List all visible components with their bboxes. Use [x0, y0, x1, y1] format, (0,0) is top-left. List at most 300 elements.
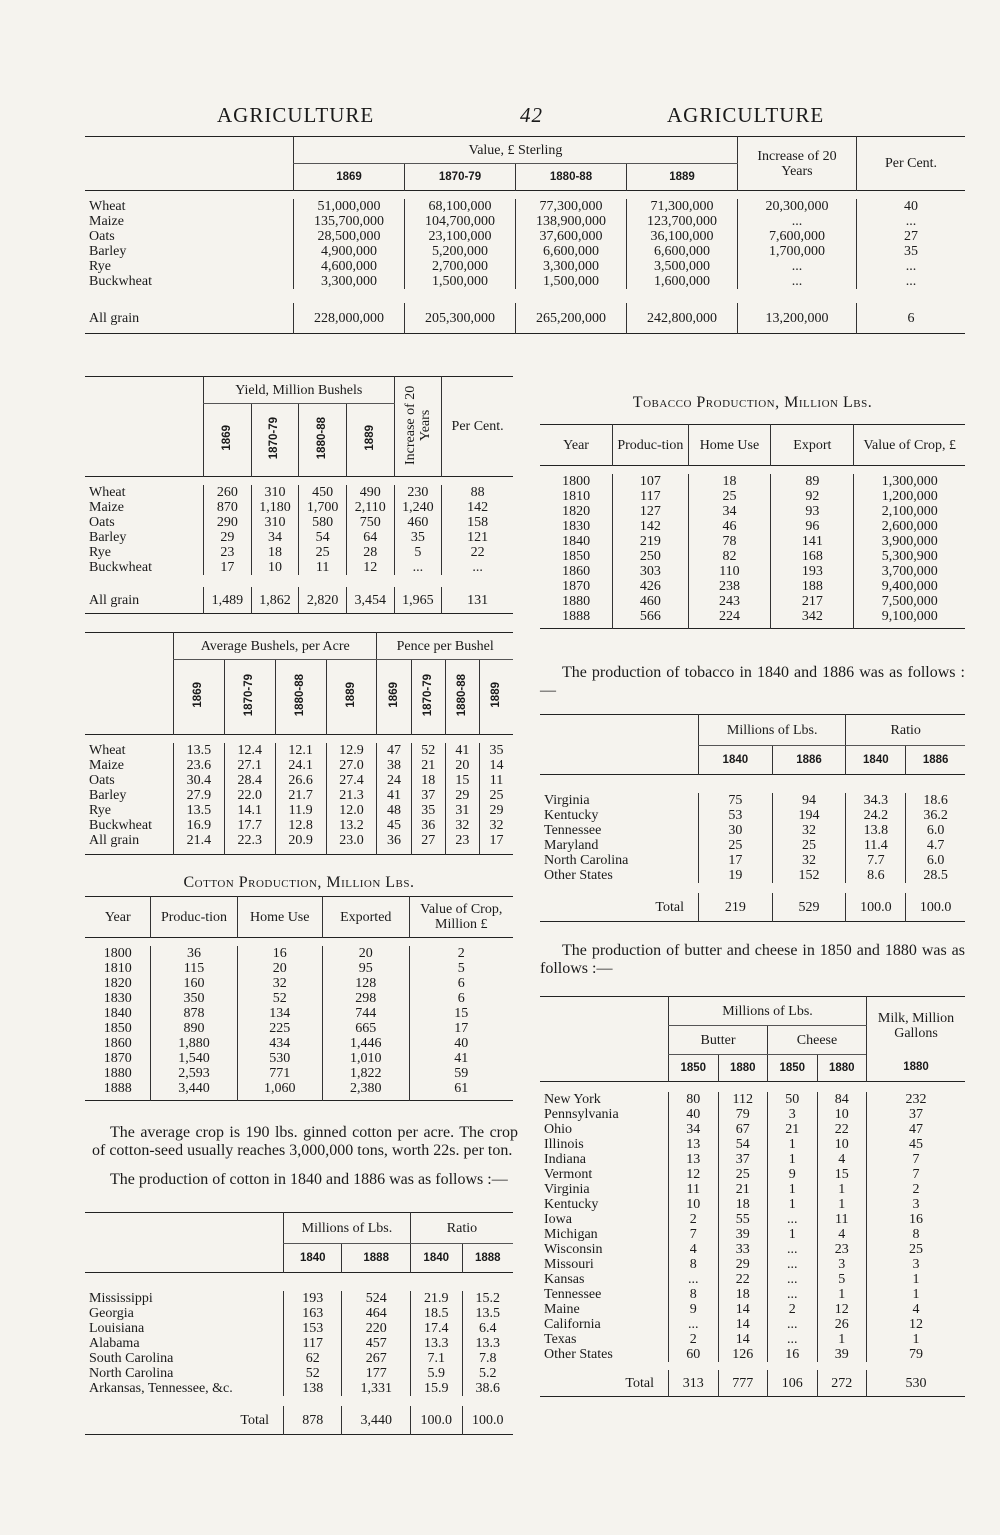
cell: 4.7	[906, 838, 965, 853]
cell: 15	[445, 773, 479, 788]
cell: ...	[768, 1332, 818, 1347]
cell: 464	[342, 1306, 410, 1321]
cell: 41	[377, 788, 411, 803]
cell: 32	[772, 853, 846, 868]
cell: 3,454	[346, 587, 394, 614]
cell: 46	[688, 519, 771, 534]
cell: 21	[718, 1182, 768, 1197]
cell: 40	[669, 1107, 719, 1122]
row-label: Michigan	[544, 1227, 598, 1242]
cell: 71,300,000	[627, 199, 738, 214]
row-label: Barley	[89, 530, 127, 545]
row-label: Maize	[89, 500, 124, 515]
table-row	[85, 1321, 513, 1336]
cell: 45	[867, 1137, 966, 1152]
year-header	[224, 660, 275, 735]
year-header	[377, 660, 411, 735]
cell: 529	[772, 893, 846, 922]
cell: ...	[857, 259, 966, 274]
cell: 224	[688, 609, 771, 629]
cell: 38.6	[462, 1381, 513, 1396]
year-header: 1880	[718, 1055, 768, 1082]
cell: 1,700,000	[738, 244, 857, 259]
row-label: Georgia	[89, 1306, 134, 1321]
cell: ...	[857, 214, 966, 229]
page-number: 42	[520, 103, 543, 127]
cell: 26	[817, 1317, 867, 1332]
increase-header: Increase of 20 Years	[738, 137, 857, 191]
row-label: Oats	[89, 515, 115, 530]
table-row	[85, 946, 513, 961]
cell: ...	[768, 1212, 818, 1227]
cell: 41	[409, 1051, 513, 1066]
cell: 117	[284, 1336, 342, 1351]
year-header: 1850	[768, 1055, 818, 1082]
cell: 8	[669, 1287, 719, 1302]
cell: 21.7	[275, 788, 326, 803]
cell: 35	[411, 803, 445, 818]
cell: 26.6	[275, 773, 326, 788]
row-label: Rye	[89, 545, 111, 560]
row-label: Maryland	[544, 838, 599, 853]
cell: 80	[669, 1092, 719, 1107]
cell: 1850	[562, 549, 591, 564]
cell: 39	[817, 1347, 867, 1362]
cell: 22.3	[224, 833, 275, 855]
cell: 20	[445, 758, 479, 773]
column-header: Export	[771, 425, 854, 466]
cheese-header: Cheese	[768, 1026, 867, 1055]
cell: 878	[151, 1006, 237, 1021]
year-label: 1869	[387, 682, 400, 708]
table-row	[540, 838, 965, 853]
cell: 313	[669, 1370, 719, 1397]
cell: 1800	[562, 474, 591, 489]
cell: 25	[479, 788, 513, 803]
cell: 205,300,000	[405, 303, 516, 334]
cell: 3	[867, 1257, 966, 1272]
table-row	[540, 1242, 965, 1257]
table-row	[85, 1336, 513, 1351]
cell: 62	[284, 1351, 342, 1366]
cell: 12.8	[275, 818, 326, 833]
cell: 3,440	[151, 1081, 237, 1101]
cotton-states-table	[85, 1212, 513, 1435]
cell: 13.5	[174, 803, 225, 818]
column-header: Exported	[322, 897, 409, 938]
cell: 19	[699, 868, 773, 883]
cell: 10	[817, 1107, 867, 1122]
table-row	[85, 976, 513, 991]
cell: 5.9	[410, 1366, 462, 1381]
year-label: 1870-79	[243, 673, 256, 717]
table-row	[85, 530, 513, 545]
cell: 163	[284, 1306, 342, 1321]
cell: 89	[771, 474, 854, 489]
cell: 23	[204, 545, 252, 560]
cell: 1	[817, 1197, 867, 1212]
cell: 36.2	[906, 808, 965, 823]
cell: 27.1	[224, 758, 275, 773]
cell: 1820	[103, 976, 132, 991]
cell: 177	[342, 1366, 410, 1381]
cell: 1,489	[204, 587, 252, 614]
increase-header	[394, 377, 442, 477]
table-row	[540, 808, 965, 823]
cell: 135,700,000	[294, 214, 405, 229]
table-row	[540, 1182, 965, 1197]
cotton-paragraph-2: The production of cotton in 1840 and 1886 was as follows :—	[110, 1171, 508, 1188]
column-header: Value of Crop, Million £	[409, 897, 513, 938]
milk-header: Milk, Million Gallons	[867, 997, 966, 1055]
cell: 878	[284, 1406, 342, 1435]
table-row	[85, 515, 513, 530]
table-row	[85, 833, 513, 855]
table-row	[85, 229, 965, 244]
cotton-table-title: Cotton Production, Million Lbs.	[183, 874, 415, 891]
table-row	[85, 1006, 513, 1021]
cell: 6	[857, 303, 966, 334]
row-label: Other States	[544, 868, 613, 883]
cell: 2,110	[346, 500, 394, 515]
cell: 1870	[103, 1051, 132, 1066]
cell: 2,380	[322, 1081, 409, 1101]
cell: 29	[445, 788, 479, 803]
cell: 78	[688, 534, 771, 549]
cell: 1	[768, 1227, 818, 1242]
cell: 100.0	[462, 1406, 513, 1435]
tobacco-production-table	[540, 424, 965, 629]
total-row	[540, 1370, 965, 1397]
table-row	[540, 1152, 965, 1167]
row-label: Arkansas, Tennessee, &c.	[89, 1381, 233, 1396]
year-header	[479, 660, 513, 735]
cell: 890	[151, 1021, 237, 1036]
row-label: Alabama	[89, 1336, 140, 1351]
stub-header	[85, 633, 174, 735]
cell: 12.1	[275, 743, 326, 758]
table-row	[85, 803, 513, 818]
year-header: 1886	[772, 746, 846, 775]
group-header: Ratio	[410, 1213, 513, 1244]
table-row	[540, 504, 965, 519]
cell: 22	[718, 1272, 768, 1287]
cell: 5,200,000	[405, 244, 516, 259]
cell: 4	[669, 1242, 719, 1257]
row-label: Louisiana	[89, 1321, 145, 1336]
cell: 310	[251, 485, 299, 500]
table-row	[540, 1287, 965, 1302]
year-header: 1888	[342, 1244, 410, 1273]
cell: 53	[699, 808, 773, 823]
row-label: Rye	[89, 803, 111, 818]
stub-header	[85, 1213, 284, 1273]
tobacco-paragraph: The production of tobacco in 1840 and 1886 was as follows :—	[540, 664, 965, 699]
row-label: Barley	[89, 788, 127, 803]
cell: 25	[699, 838, 773, 853]
year-header: 1880	[867, 1055, 966, 1082]
cell: 7	[669, 1227, 719, 1242]
row-label: North Carolina	[544, 853, 629, 868]
cell: 434	[237, 1036, 322, 1051]
cell: 59	[409, 1066, 513, 1081]
cell: 260	[204, 485, 252, 500]
cell: 152	[772, 868, 846, 883]
table-row	[85, 1366, 513, 1381]
table-row	[85, 758, 513, 773]
cell: 4,900,000	[294, 244, 405, 259]
cell: 32	[237, 976, 322, 991]
cell: ...	[442, 560, 513, 575]
cell: 580	[299, 515, 347, 530]
cell: 460	[613, 594, 688, 609]
cell: 665	[322, 1021, 409, 1036]
cell: 142	[613, 519, 688, 534]
cell: ...	[768, 1287, 818, 1302]
column-header: Year	[563, 437, 589, 453]
cell: 82	[688, 549, 771, 564]
yield-table	[85, 376, 513, 614]
cell: 11	[669, 1182, 719, 1197]
row-label: All grain	[89, 833, 140, 848]
cell: 18	[718, 1287, 768, 1302]
cell: 37	[411, 788, 445, 803]
cell: 33	[718, 1242, 768, 1257]
year-header: 1840	[410, 1244, 462, 1273]
cell: ...	[738, 259, 857, 274]
cell: 188	[771, 579, 854, 594]
year-label: 1880-88	[294, 673, 307, 717]
stub-header	[85, 377, 204, 477]
table-row	[85, 961, 513, 976]
cell: 12.9	[326, 743, 377, 758]
cell: 25	[299, 545, 347, 560]
stub-header	[85, 137, 294, 191]
table-row	[85, 818, 513, 833]
year-header: 1840	[846, 746, 906, 775]
cell: 1,600,000	[627, 274, 738, 289]
table-row	[540, 1197, 965, 1212]
cell: 34	[251, 530, 299, 545]
cell: 6.0	[906, 853, 965, 868]
cell: 3,900,000	[854, 534, 965, 549]
cell: 23.0	[326, 833, 377, 855]
cell: 51,000,000	[294, 199, 405, 214]
increase-header-text: Increase of 20 Years	[402, 384, 433, 465]
cell: 79	[867, 1347, 966, 1362]
cell: 3	[817, 1257, 867, 1272]
group-header: Value, £ Sterling	[294, 137, 738, 164]
year-label: 1880-88	[316, 416, 329, 460]
row-label: Buckwheat	[89, 560, 152, 575]
year-header: 1888	[462, 1244, 513, 1273]
cell: 13.8	[846, 823, 906, 838]
table-row	[85, 1066, 513, 1081]
cell: 67	[718, 1122, 768, 1137]
year-header	[204, 404, 252, 477]
cell: 32	[479, 818, 513, 833]
cell: 32	[772, 823, 846, 838]
cell: 220	[342, 1321, 410, 1336]
cell: 110	[688, 564, 771, 579]
cell: 12	[669, 1167, 719, 1182]
cell: 1880	[103, 1066, 132, 1081]
cell: 15	[409, 1006, 513, 1021]
cell: 127	[613, 504, 688, 519]
cell: 13	[669, 1137, 719, 1152]
cell: 35	[479, 743, 513, 758]
cell: 1830	[103, 991, 132, 1006]
cell: 37	[718, 1152, 768, 1167]
row-label: Wisconsin	[544, 1242, 603, 1257]
table-row	[85, 1351, 513, 1366]
cell: 194	[772, 808, 846, 823]
cell: 1820	[562, 504, 591, 519]
cell: 5	[409, 961, 513, 976]
cell: 1	[817, 1182, 867, 1197]
year-header	[275, 660, 326, 735]
total-row	[85, 587, 513, 614]
cell: 1	[867, 1272, 966, 1287]
cell: 52	[411, 743, 445, 758]
cell: 23	[817, 1242, 867, 1257]
table-row	[85, 244, 965, 259]
cell: 490	[346, 485, 394, 500]
stub-header	[540, 997, 669, 1082]
cell: 6,600,000	[516, 244, 627, 259]
cell: 4,600,000	[294, 259, 405, 274]
row-label: Maize	[89, 214, 124, 229]
cell: 4	[867, 1302, 966, 1317]
cell: 2,600,000	[854, 519, 965, 534]
cell: 303	[613, 564, 688, 579]
year-header	[411, 660, 445, 735]
cell: 12	[817, 1302, 867, 1317]
cell: 2	[669, 1332, 719, 1347]
cell: 142	[442, 500, 513, 515]
table-row	[540, 489, 965, 504]
cell: ...	[768, 1242, 818, 1257]
group-header: Millions of Lbs.	[699, 715, 846, 746]
cell: 38	[377, 758, 411, 773]
cell: 228,000,000	[294, 303, 405, 334]
cell: 34	[688, 504, 771, 519]
cell: 2	[669, 1212, 719, 1227]
row-label: Tennessee	[544, 1287, 602, 1302]
cell: 3	[867, 1197, 966, 1212]
cell: 20.9	[275, 833, 326, 855]
table-row	[85, 991, 513, 1006]
cell: ...	[857, 274, 966, 289]
cell: 12.4	[224, 743, 275, 758]
year-header: 1880	[817, 1055, 867, 1082]
cell: 92	[771, 489, 854, 504]
cell: 1888	[562, 609, 591, 624]
table-row	[540, 1167, 965, 1182]
cell: 9	[768, 1167, 818, 1182]
stub-header	[540, 715, 699, 775]
cell: 10	[669, 1197, 719, 1212]
left-running-header: AGRICULTURE	[217, 103, 375, 127]
cell: 22	[442, 545, 513, 560]
cell: 16	[768, 1347, 818, 1362]
table-row	[540, 1107, 965, 1122]
table-row	[85, 1381, 513, 1396]
cell: 17	[204, 560, 252, 575]
cell: 77,300,000	[516, 199, 627, 214]
cell: 14	[718, 1317, 768, 1332]
row-label: Oats	[89, 773, 115, 788]
table-row	[540, 1122, 965, 1137]
cell: 55	[718, 1212, 768, 1227]
cell: 219	[613, 534, 688, 549]
cell: 54	[299, 530, 347, 545]
cell: 22	[817, 1122, 867, 1137]
year-label: 1869	[192, 682, 205, 708]
row-label: Vermont	[544, 1167, 593, 1182]
cell: 64	[346, 530, 394, 545]
cell: 1,822	[322, 1066, 409, 1081]
cell: 123,700,000	[627, 214, 738, 229]
year-header	[299, 404, 347, 477]
cell: 6,600,000	[627, 244, 738, 259]
row-label: Wheat	[89, 199, 126, 214]
cell: 60	[669, 1347, 719, 1362]
cell: 1,862	[251, 587, 299, 614]
row-label: Rye	[89, 259, 111, 274]
cell: 18	[251, 545, 299, 560]
cell: 13.5	[462, 1306, 513, 1321]
cotton-production-table	[85, 896, 513, 1101]
cell: 8.6	[846, 868, 906, 883]
cell: 18.5	[410, 1306, 462, 1321]
cell: 219	[699, 893, 773, 922]
cell: 29	[204, 530, 252, 545]
cell: 107	[613, 474, 688, 489]
year-header	[445, 660, 479, 735]
group-header: Ratio	[846, 715, 965, 746]
table-row	[540, 1257, 965, 1272]
cell: 232	[867, 1092, 966, 1107]
cell: 100.0	[846, 893, 906, 922]
year-label: 1870-79	[268, 416, 281, 460]
table-row	[540, 549, 965, 564]
cell: 16	[867, 1212, 966, 1227]
row-label: New York	[544, 1092, 601, 1107]
cell: 29	[718, 1257, 768, 1272]
row-label: All grain	[89, 310, 140, 326]
cell: 5	[817, 1272, 867, 1287]
cell: 530	[237, 1051, 322, 1066]
year-header: 1889	[627, 164, 738, 191]
cell: 11	[299, 560, 347, 575]
year-header	[326, 660, 377, 735]
cell: 153	[284, 1321, 342, 1336]
cell: 1880	[562, 594, 591, 609]
cell: 5.2	[462, 1366, 513, 1381]
row-label: Total	[625, 1375, 654, 1391]
row-label: North Carolina	[89, 1366, 174, 1381]
cell: 138,900,000	[516, 214, 627, 229]
cell: 1810	[562, 489, 591, 504]
row-label: Total	[240, 1412, 269, 1428]
table-row	[85, 1306, 513, 1321]
cell: 126	[718, 1347, 768, 1362]
cell: 7,500,000	[854, 594, 965, 609]
cell: 265,200,000	[516, 303, 627, 334]
percent-header: Per Cent.	[442, 377, 513, 477]
table-row	[85, 1021, 513, 1036]
